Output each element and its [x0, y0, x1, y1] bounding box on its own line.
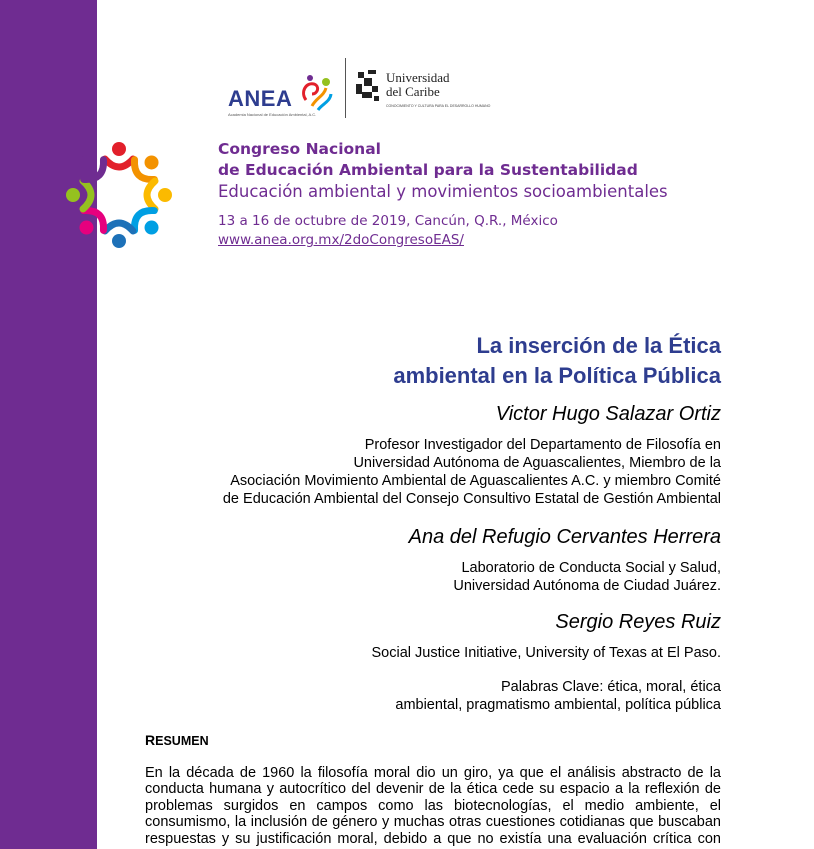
- congress-theme: Educación ambiental y movimientos socioambientales: [218, 182, 668, 201]
- keywords: [395, 678, 721, 714]
- author-affiliation-2: [453, 559, 721, 595]
- university-name-line2: del Caribe: [386, 84, 440, 99]
- affiliation-line: Universidad Autónoma de Aguascalientes, Miembro de la: [353, 455, 721, 471]
- author-affiliation-3: [372, 644, 722, 662]
- congress-date: 13 a 16 de octubre de 2019, Cancún, Q.R., México: [218, 213, 558, 229]
- resumen-heading: [145, 732, 209, 748]
- anea-swirl-icon: [298, 70, 334, 112]
- affiliation-line: de Educación Ambiental del Consejo Consultivo Estatal de Gestión Ambiental: [222, 491, 721, 507]
- congress-heading: [218, 139, 668, 203]
- university-name-line1: Universidad: [386, 70, 450, 85]
- author-affiliation-1: [223, 436, 721, 508]
- affiliation-line: Social Justice Initiative, University of Texas at El Paso.: [371, 645, 721, 661]
- congress-url-link[interactable]: www.anea.org.mx/2doCongresoEAS/: [218, 232, 464, 248]
- congress-line1: Congreso Nacional: [218, 140, 381, 158]
- body-line: consumismo, la inclusión de género y muchas otras cuestiones cotidianas que buscaban: [145, 814, 721, 831]
- paper-title-line2: ambiental en la Política Pública: [393, 363, 721, 388]
- affiliation-line: Universidad Autónoma de Ciudad Juárez.: [453, 578, 721, 594]
- body-line: En la década de 1960 la filosofía moral dio un giro, ya que el análisis abstracto de la: [145, 765, 721, 781]
- universidad-del-caribe-logo: [354, 64, 491, 116]
- anea-wordmark: ANEA: [228, 86, 293, 111]
- body-line: problemas surgidos en campos como las biotecnologías, el medio ambiente, el: [145, 797, 721, 814]
- affiliation-line: Laboratorio de Conducta Social y Salud,: [461, 560, 721, 576]
- affiliation-line: Profesor Investigador del Departamento de Filosofía en: [364, 437, 721, 453]
- affiliation-line: Asociación Movimiento Ambiental de Aguascalientes A.C. y miembro Comité: [230, 473, 721, 489]
- university-emblem-icon: [354, 68, 382, 104]
- paper-title-line1: La inserción de la Ética: [476, 333, 721, 358]
- header-logos: [228, 58, 491, 120]
- resumen-heading-rest: ESUMEN: [155, 734, 209, 748]
- author-name-2: Ana del Refugio Cervantes Herrera: [408, 526, 721, 548]
- author-name-3: Sergio Reyes Ruiz: [555, 611, 721, 633]
- logo-divider: [345, 58, 346, 118]
- anea-subtitle: Academia Nacional de Educación Ambiental, A.C.: [228, 112, 317, 117]
- resumen-heading-initial: R: [145, 732, 156, 748]
- author-name-1: Victor Hugo Salazar Ortiz: [495, 403, 721, 425]
- abstract-body: [145, 765, 721, 847]
- congress-people-logo-icon: [62, 138, 176, 252]
- university-tagline: CONOCIMIENTO Y CULTURA PARA EL DESARROLLO HUMANO: [386, 104, 491, 108]
- keywords-line1: Palabras Clave: ética, moral, ética: [500, 679, 721, 695]
- paper-title: [393, 331, 721, 391]
- body-line: respuestas y su justificación moral, debido a que no existía una evaluación crítica con: [145, 830, 721, 847]
- anea-logo: [228, 70, 336, 115]
- keywords-line2: ambiental, pragmatismo ambiental, política pública: [395, 697, 721, 713]
- sidebar-band: [0, 0, 97, 849]
- body-line: conducta humana y autocrítico del devenir de la ética cede su espacio a la reflexión de: [145, 781, 721, 798]
- congress-line2: de Educación Ambiental para la Sustentabilidad: [218, 161, 638, 179]
